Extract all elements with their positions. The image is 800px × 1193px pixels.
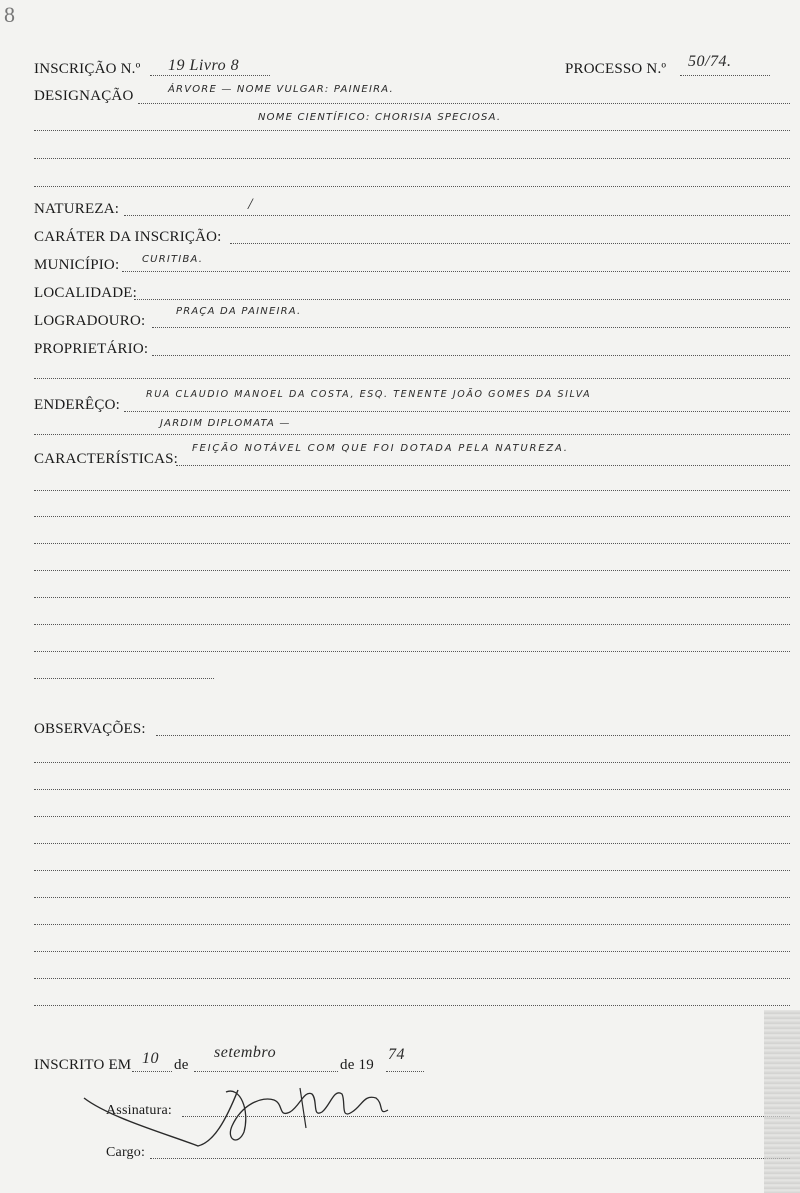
designacao-line-1-text: ÁRVORE — NOME VULGAR: PAINEIRA. <box>168 84 394 95</box>
natureza-value: / <box>248 196 253 213</box>
municipio-value: CURITIBA. <box>142 254 204 265</box>
inscrito-de-1: de <box>174 1057 189 1073</box>
inscrito-label: INSCRITO EM <box>34 1057 132 1073</box>
carater-label: CARÁTER DA INSCRIÇÃO: <box>34 229 222 245</box>
municipio-label: MUNICÍPIO: <box>34 257 120 273</box>
inscricao-value: 19 Livro 8 <box>168 57 240 74</box>
inscrito-mes: setembro <box>214 1044 277 1061</box>
endereco-label: ENDERÊÇO: <box>34 397 120 413</box>
page-number: 8 <box>4 2 15 27</box>
designacao-line-2-text: NOME CIENTÍFICO: CHORISIA SPECIOSA. <box>258 112 502 123</box>
endereco-line-2-text: JARDIM DIPLOMATA — <box>160 418 291 429</box>
localidade-label: LOCALIDADE: <box>34 285 138 301</box>
processo-value: 50/74. <box>688 53 732 70</box>
proprietario-label: PROPRIETÁRIO: <box>34 341 149 357</box>
endereco-line-1-text: RUA CLAUDIO MANOEL DA COSTA, ESQ. TENENTE JOÃO GOMES DA SILVA <box>146 389 592 400</box>
logradouro-label: LOGRADOURO: <box>34 313 146 329</box>
inscricao-label: INSCRIÇÃO N.º <box>34 61 141 77</box>
natureza-label: NATUREZA: <box>34 201 120 217</box>
designacao-label: DESIGNAÇÃO <box>34 88 134 104</box>
caracteristicas-value: FEIÇÃO NOTÁVEL COM QUE FOI DOTADA PELA NATUREZA. <box>192 443 569 454</box>
processo-label: PROCESSO N.º <box>565 61 667 77</box>
inscrito-de-2: de 19 <box>340 1057 374 1073</box>
assinatura-label: Assinatura: <box>106 1103 172 1118</box>
logradouro-value: PRAÇA DA PAINEIRA. <box>176 306 302 317</box>
inscrito-dia: 10 <box>142 1050 159 1067</box>
caracteristicas-label: CARACTERÍSTICAS: <box>34 451 179 467</box>
observacoes-label: OBSERVAÇÕES: <box>34 721 146 737</box>
inscrito-ano: 74 <box>388 1046 405 1063</box>
scan-edge-shadow <box>764 1010 800 1193</box>
cargo-label: Cargo: <box>106 1145 146 1160</box>
